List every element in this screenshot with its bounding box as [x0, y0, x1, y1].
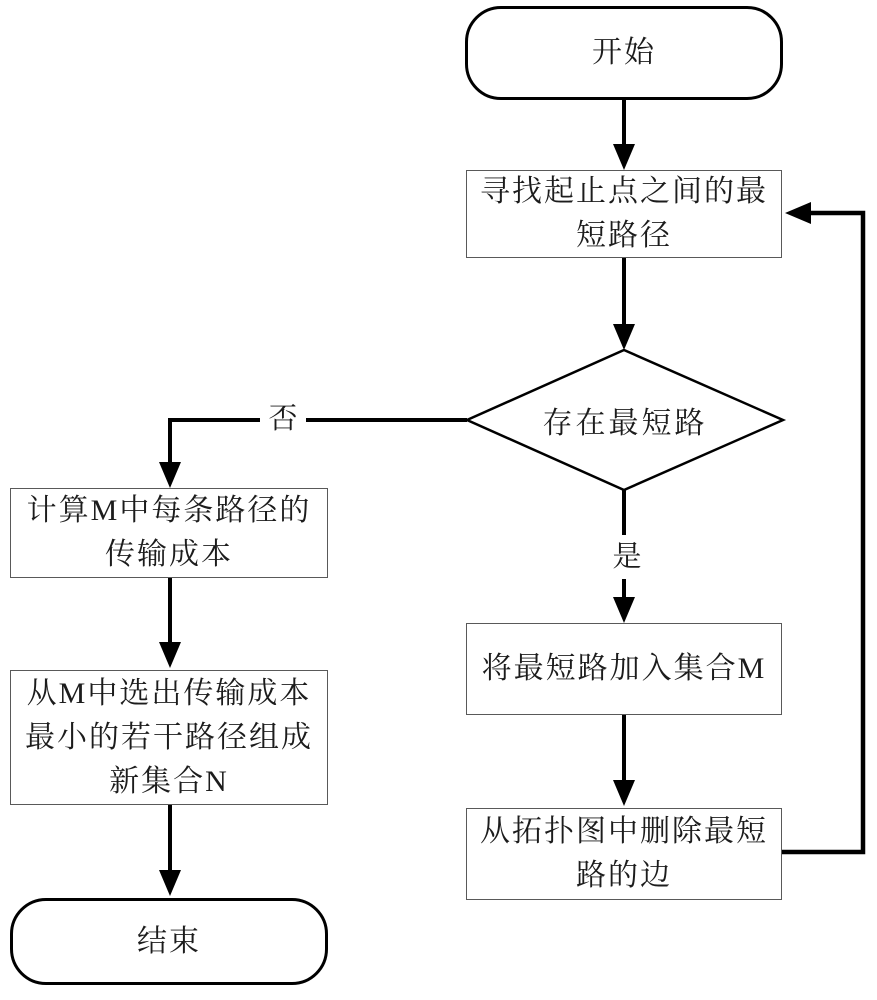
select-min-cost-paths-node	[10, 670, 328, 805]
end-node	[10, 898, 328, 985]
start-node-label: 开始	[592, 36, 656, 69]
add-shortest-path-to-set-label: 将最短路加入集合M	[481, 652, 767, 685]
yes-branch-label-text: 是	[612, 540, 642, 573]
no-branch-label	[260, 397, 306, 441]
arrowhead-start-to-find-path	[613, 144, 635, 170]
arrowhead-find-path-to-decision	[613, 324, 635, 350]
calc-transmission-cost-label: 计算M中每条路径的 传输成本	[26, 494, 312, 571]
edge-decision-no-branch	[170, 420, 467, 464]
decision-node-label	[467, 350, 783, 490]
find-shortest-path-node	[466, 170, 782, 258]
end-node-label: 结束	[137, 924, 201, 958]
select-min-cost-paths-label: 从M中选出传输成本 最小的若干路径组成 新集合N	[25, 676, 313, 798]
start-node	[465, 6, 783, 100]
no-branch-label-text: 否	[268, 402, 298, 435]
arrowhead-decision-to-calc-cost	[159, 462, 181, 488]
remove-shortest-path-edges-label: 从拓扑图中删除最短 路的边	[480, 815, 768, 892]
arrowhead-select-paths-to-end	[159, 870, 181, 896]
arrowhead-calc-cost-to-select-paths	[159, 642, 181, 668]
remove-shortest-path-edges-node	[466, 808, 782, 900]
yes-branch-label	[604, 535, 650, 579]
decision-label-text: 存在最短路	[542, 407, 708, 440]
find-shortest-path-label: 寻找起止点之间的最 短路径	[480, 175, 768, 252]
arrowhead-add-to-set-to-remove-edges	[613, 780, 635, 806]
arrowhead-loop-back-to-find-path	[785, 202, 811, 224]
edge-loop-back-to-find-path	[782, 213, 863, 852]
arrowhead-decision-to-add-to-set	[613, 597, 635, 623]
calc-transmission-cost-node	[10, 488, 328, 578]
add-shortest-path-to-set-node	[466, 623, 782, 715]
